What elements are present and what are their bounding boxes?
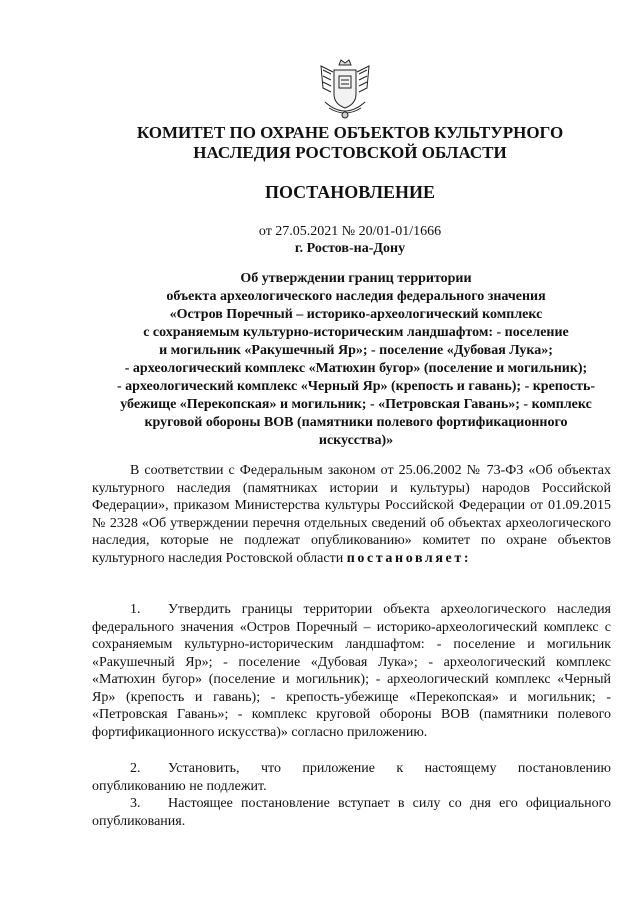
title-line: круговой обороны ВОВ (памятники полевого фортификационного [144, 415, 568, 430]
title-line: искусства)» [318, 433, 394, 448]
title-line: с сохраняемым культурно-историческим ландшафтом: - поселение [143, 325, 569, 340]
title-line: - археологический комплекс «Матюхин бугор» (поселение и могильник); [124, 361, 588, 376]
list-item [92, 601, 611, 741]
decree-word: постановляет: [346, 550, 472, 566]
list-item [92, 795, 611, 830]
title-line: - археологический комплекс «Черный Яр» (крепость и гавань); - крепость- [116, 379, 596, 394]
item-text: Настоящее постановление вступает в силу со дня его официального опубликования. [92, 796, 611, 829]
title-line: объекта археологического наследия федерального значения [166, 289, 546, 304]
preamble-paragraph [92, 462, 611, 567]
list-item [92, 760, 611, 795]
organization-name-line-2: НАСЛЕДИЯ РОСТОВСКОЙ ОБЛАСТИ [193, 143, 507, 162]
document-title [86, 270, 626, 450]
preamble-text: В соответствии с Федеральным законом от 25.06.2002 № 73-ФЗ «Об объектах культурного наследия (памятниках истории и культуры) народов Российской Федерации», приказом Министерства культуры Российской Федерации от 01.09.2015 № 2328 «Об утверждении перечня отдельных сведений об объектах археологического наследия, которые не подлежат опубликованию» комитет по охране объектов культурного наследия Ростовской области [92, 463, 611, 566]
city-line: г. Ростов-на-Дону [294, 241, 406, 256]
item-text: Установить, что приложение к настоящему постановлению опубликованию не подлежит. [92, 761, 611, 794]
title-line: Об утверждении границ территории [240, 271, 472, 286]
item-number: 2. [130, 761, 141, 776]
coat-of-arms-emblem [317, 58, 373, 122]
item-text: Утвердить границы территории объекта археологического наследия федерального значения «Остров Поречный – историко-археологический комплекс с сохраняемым культурно-историческим ландшафтом: - поселение и могильник «Ракушечный Яр»; - поселение «Дубовая Лука»; - археологический комплекс «Матюхин бугор» (поселение и могильник); - археологический комплекс «Черный Яр» (крепость и гавань); - крепость-убежище «Перекопская» и могильник; - «Петровская Гавань»; - комплекс круговой обороны ВОВ (памятники полевого фортификационного искусства)» согласно приложению. [92, 602, 611, 740]
item-number: 3. [130, 796, 141, 811]
date-and-number: от 27.05.2021 № 20/01-01/1666 [258, 224, 442, 239]
title-line: «Остров Поречный – историко-археологический комплекс [169, 307, 543, 322]
document-type-heading: ПОСТАНОВЛЕНИЕ [264, 182, 436, 202]
item-number: 1. [130, 602, 141, 617]
organization-name-line-1: КОМИТЕТ ПО ОХРАНЕ ОБЪЕКТОВ КУЛЬТУРНОГО [136, 123, 564, 142]
title-line: и могильник «Ракушечный Яр»; - поселение «Дубовая Лука»; [159, 343, 553, 358]
title-line: убежище «Перекопская» и могильник; - «Петровская Гавань»; - комплекс [120, 397, 592, 412]
